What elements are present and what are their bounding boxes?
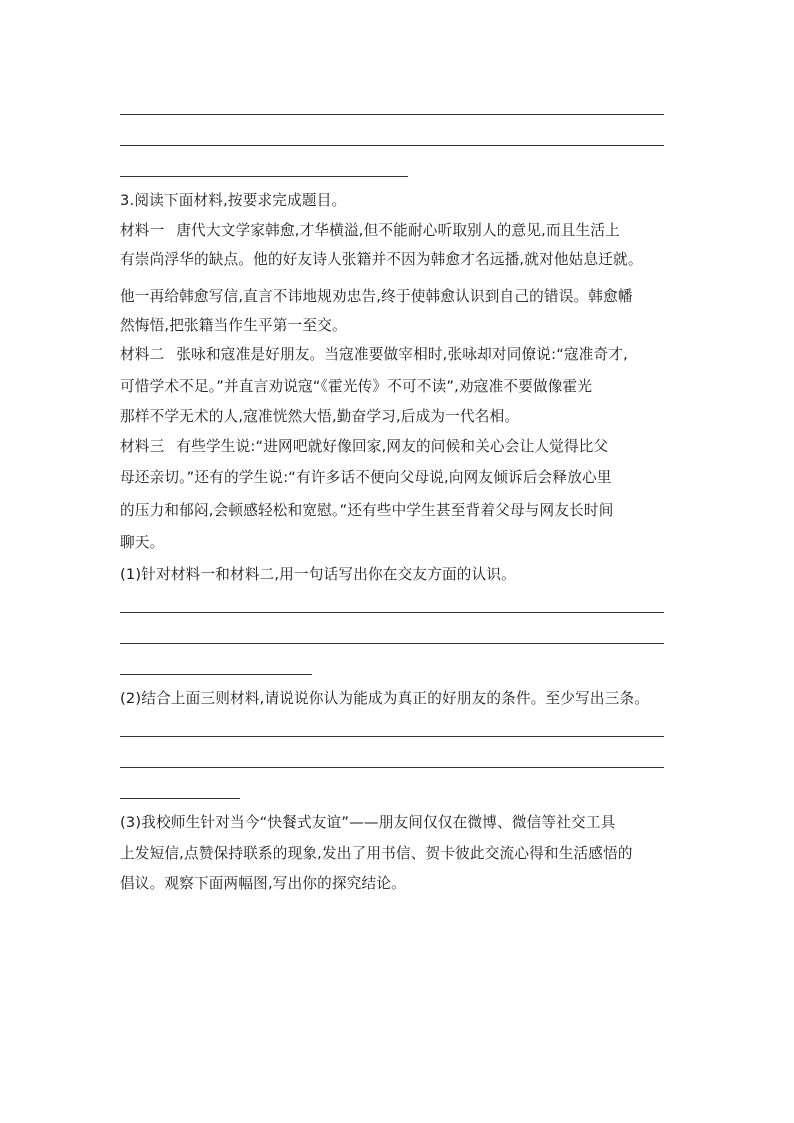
material-3-line-4: 聊天。 <box>120 534 165 551</box>
question-3-line-2: 上发短信,点赞保持联系的现象,发出了用书信、贺卡彼此交流心得和生活感悟的 <box>120 845 633 862</box>
answer-line[interactable] <box>120 643 664 644</box>
material-3-line-2: 母还亲切。”还有的学生说:“有许多话不便向父母说,向网友倾诉后会释放心里 <box>120 469 612 486</box>
material-2-line-2: 可惜学术不足。”并直言劝说寇“《霍光传》不可不读”,劝寇准不要做像霍光 <box>120 378 593 395</box>
material-1-line-4: 然悔悟,把张籍当作生平第一至交。 <box>120 317 347 334</box>
material-1-line-3: 他一再给韩愈写信,直言不讳地规劝忠告,终于使韩愈认识到自己的错误。韩愈幡 <box>120 288 633 305</box>
material-2-line-1 <box>120 345 628 365</box>
answer-line[interactable] <box>120 176 408 177</box>
material-3-label: 材料三 <box>120 438 165 455</box>
material-2-label: 材料二 <box>120 346 165 363</box>
material-1-label: 材料一 <box>120 222 165 239</box>
answer-line[interactable] <box>120 145 664 146</box>
material-3-line-3: 的压力和郁闷,会顿感轻松和宽慰。”还有些中学生甚至背着父母与网友长时间 <box>120 502 614 519</box>
material-3-text: 有些学生说:“进网吧就好像回家,网友的问候和关心会让人觉得比父 <box>176 438 609 455</box>
question-2-text: (2)结合上面三则材料,请说说你认为能成为真正的好朋友的条件。至少写出三条。 <box>120 690 650 707</box>
question-3-line-3: 倡议。观察下面两幅图,写出你的探究结论。 <box>120 875 406 892</box>
material-2-text: 张咏和寇准是好朋友。当寇准要做宰相时,张咏却对同僚说:“寇准奇才, <box>176 346 628 363</box>
question-1-text: (1)针对材料一和材料二,用一句话写出你在交友方面的认识。 <box>120 566 516 583</box>
material-1-line-1 <box>120 221 620 241</box>
answer-line[interactable] <box>120 767 664 768</box>
material-1-line-2: 有崇尚浮华的缺点。他的好友诗人张籍并不因为韩愈才名远播,就对他姑息迁就。 <box>120 251 643 268</box>
material-1-text: 唐代大文学家韩愈,才华横溢,但不能耐心听取别人的意见,而且生活上 <box>176 222 620 239</box>
answer-line[interactable] <box>120 736 664 737</box>
answer-line[interactable] <box>120 114 664 115</box>
material-3-line-1 <box>120 437 608 457</box>
answer-line[interactable] <box>120 674 312 675</box>
question-3-line-1: (3)我校师生针对当今“快餐式友谊”——朋友间仅仅在微博、微信等社交工具 <box>120 814 616 831</box>
material-2-line-3: 那样不学无术的人,寇准恍然大悟,勤奋学习,后成为一代名相。 <box>120 408 520 425</box>
answer-line[interactable] <box>120 612 664 613</box>
answer-line[interactable] <box>120 798 240 799</box>
question-3-title: 3.阅读下面材料,按要求完成题目。 <box>120 192 347 209</box>
